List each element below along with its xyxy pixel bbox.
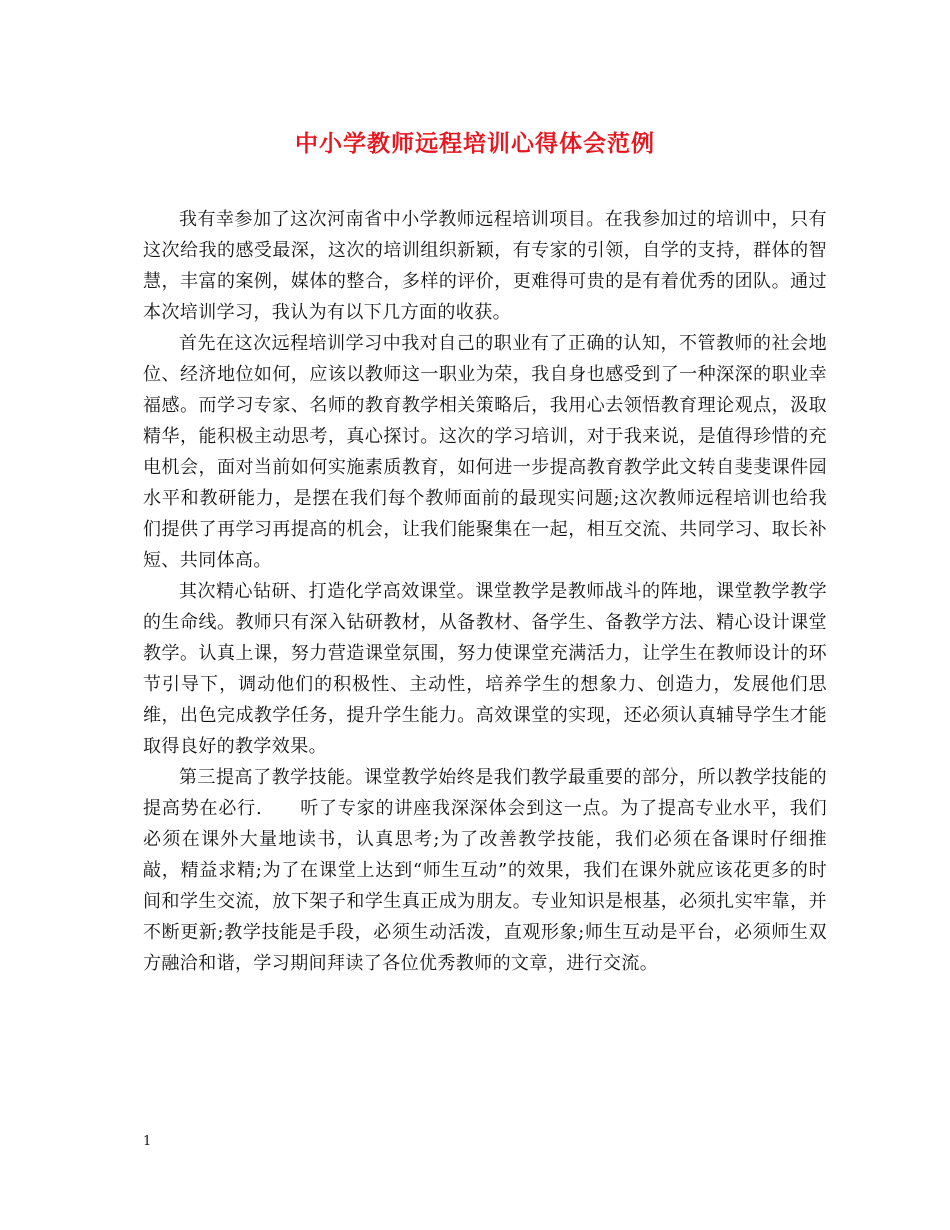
page-number: 1: [143, 1134, 152, 1149]
paragraph-4: 第三提高了教学技能。课堂教学始终是我们教学最重要的部分，所以教学技能的提高势在必行. 听了专家的讲座我深深体会到这一点。为了提高专业水平，我们必须在课外大量地读书，认真思考;为了改善教学技能，我们必须在备课时仔细推敲，精益求精;为了在课堂上达到“师生互动”的效果，我们在课外就应该花更多的时间和学生交流，放下架子和学生真正成为朋友。专业知识是根基，必须扎实牢靠，并不断更新;教学技能是手段，必须生动活泼，直观形象;师生互动是平台，必须师生双方融洽和谐，学习期间拜读了各位优秀教师的文章，进行交流。: [143, 767, 827, 974]
document-body: [143, 204, 827, 979]
paragraph-1: 我有幸参加了这次河南省中小学教师远程培训项目。在我参加过的培训中，只有这次给我的感受最深，这次的培训组织新颖，有专家的引领，自学的支持，群体的智慧，丰富的案例，媒体的整合，多样的评价，更难得可贵的是有着优秀的团队。通过本次培训学习，我认为有以下几方面的收获。: [143, 209, 827, 323]
paragraph-3: 其次精心钻研、打造化学高效课堂。课堂教学是教师战斗的阵地，课堂教学教学的生命线。教师只有深入钻研教材，从备教材、备学生、备教学方法、精心设计课堂教学。认真上课，努力营造课堂氛围，努力使课堂充满活力，让学生在教师设计的环节引导下，调动他们的积极性、主动性，培养学生的想象力、创造力，发展他们思维，出色完成教学任务，提升学生能力。高效课堂的实现，还必须认真辅导学生才能取得良好的教学效果。: [143, 581, 827, 757]
document-title: 中小学教师远程培训心得体会范例: [295, 130, 655, 157]
paragraph-2: 首先在这次远程培训学习中我对自己的职业有了正确的认知，不管教师的社会地位、经济地位如何，应该以教师这一职业为荣，我自身也感受到了一种深深的职业幸福感。而学习专家、名师的教育教学相关策略后，我用心去领悟教育理论观点，汲取精华，能积极主动思考，真心探讨。这次的学习培训，对于我来说，是值得珍惜的充电机会，面对当前如何实施素质教育，如何进一步提高教育教学此文转自斐斐课件园水平和教研能力，是摆在我们每个教师面前的最现实问题;这次教师远程培训也给我们提供了再学习再提高的机会，让我们能聚集在一起，相互交流、共同学习、取长补短、共同体高。: [143, 333, 827, 571]
